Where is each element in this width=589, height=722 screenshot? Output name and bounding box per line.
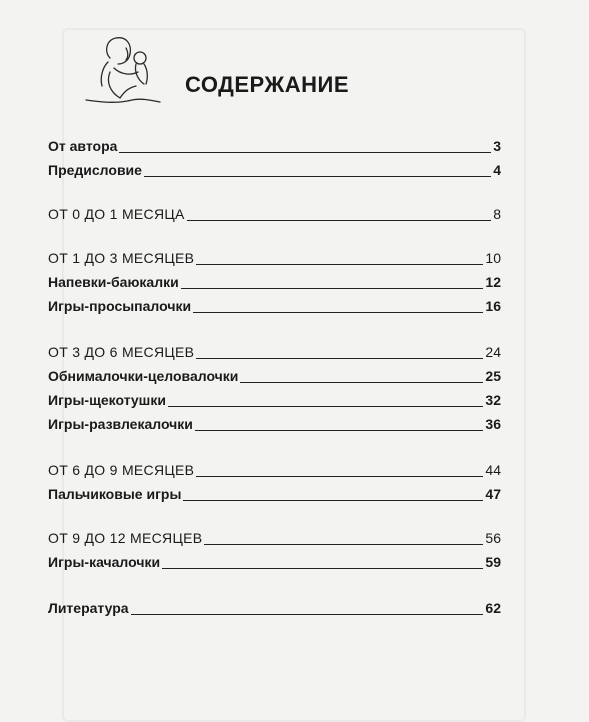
toc-row (48, 292, 501, 314)
toc-page-number: 8 (493, 206, 501, 222)
leader-line (196, 264, 483, 265)
toc-row (48, 156, 501, 178)
toc-row (48, 132, 501, 154)
page-title: СОДЕРЖАНИЕ (185, 72, 350, 97)
toc-page-number: 32 (485, 392, 501, 408)
leader-line (168, 406, 483, 407)
toc-row (48, 362, 501, 384)
leader-line (187, 220, 492, 221)
toc-page-number: 62 (485, 600, 501, 616)
toc-label: ОТ 1 ДО 3 МЕСЯЦЕВ (48, 250, 195, 266)
toc-label: Предисловие (48, 162, 142, 178)
toc-label: Пальчиковые игры (48, 486, 182, 502)
toc-page-number: 59 (485, 554, 501, 570)
toc-label: Игры-щекотушки (48, 392, 166, 408)
toc-row (48, 386, 501, 408)
toc-row (48, 524, 501, 546)
toc-row (48, 244, 501, 266)
leader-line (144, 176, 491, 177)
leader-line (204, 544, 483, 545)
toc-page-number: 12 (485, 274, 501, 290)
leader-line (196, 476, 483, 477)
leader-line (196, 358, 483, 359)
toc-label: ОТ 6 ДО 9 МЕСЯЦЕВ (48, 462, 195, 478)
toc-label: От автора (48, 138, 118, 154)
toc-label: ОТ 0 ДО 1 МЕСЯЦА (48, 206, 185, 222)
toc-label: Обнималочки-целовалочки (48, 368, 239, 384)
leader-line (162, 568, 483, 569)
toc-label: ОТ 3 ДО 6 МЕСЯЦЕВ (48, 344, 195, 360)
toc-page-number: 4 (493, 162, 501, 178)
toc-label: Литература (48, 600, 129, 616)
toc-label: Напевки-баюкалки (48, 274, 179, 290)
leader-line (195, 430, 484, 431)
leader-line (131, 614, 484, 615)
leader-line (181, 288, 484, 289)
toc-page-number: 24 (485, 344, 501, 360)
toc-page-number: 25 (485, 368, 501, 384)
toc-page-number: 10 (485, 250, 501, 266)
toc-row (48, 594, 501, 616)
toc-page-number: 16 (485, 298, 501, 314)
toc-label: Игры-развлекалочки (48, 416, 193, 432)
leader-line (119, 152, 491, 153)
toc-row (48, 410, 501, 432)
toc-page-number: 56 (485, 530, 501, 546)
toc-page-number: 47 (485, 486, 501, 502)
toc-row (48, 200, 501, 222)
toc-row (48, 338, 501, 360)
toc-page-number: 36 (485, 416, 501, 432)
toc-label: Игры-качалочки (48, 554, 161, 570)
toc-row (48, 548, 501, 570)
toc-row (48, 268, 501, 290)
toc-label: Игры-просыпалочки (48, 298, 192, 314)
toc-page-number: 44 (485, 462, 501, 478)
toc-row (48, 480, 501, 502)
mother-child-emblem-icon (80, 28, 162, 108)
toc-label: ОТ 9 ДО 12 МЕСЯЦЕВ (48, 530, 203, 546)
toc-row (48, 456, 501, 478)
leader-line (183, 500, 483, 501)
toc-page-number: 3 (493, 138, 501, 154)
leader-line (240, 382, 483, 383)
leader-line (193, 312, 483, 313)
